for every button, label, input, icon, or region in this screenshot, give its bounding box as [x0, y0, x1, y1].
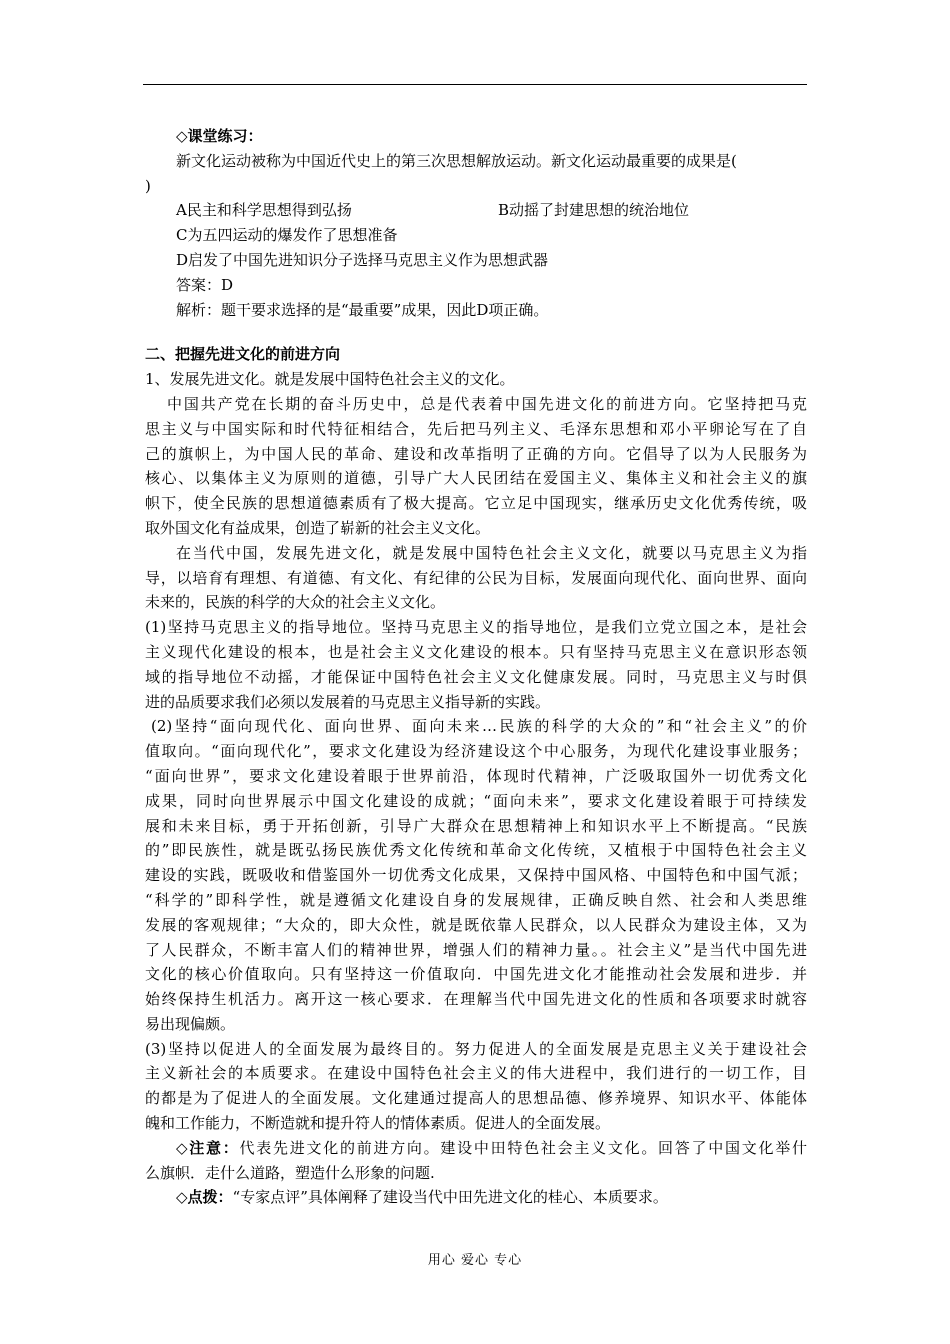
paragraph-line: 易出现偏颇。 — [145, 1014, 236, 1033]
page-footer: 用心 爱心 专心 — [427, 1253, 523, 1268]
paragraph-line: 建设的实践，既吸收和借鉴国外一切优秀文化成果，又保持中国风格、中国特色和中国气派； — [145, 866, 807, 885]
paragraph-line: 未来的，民族的科学的大众的社会主义文化。 — [145, 593, 446, 612]
paragraph-line: 中国共产党在长期的奋斗历史中，总是代表着中国先进文化的前进方向。它坚持把马克 — [167, 394, 807, 413]
paragraph-line: 己的旗帜上，为中国人民的革命、建设和改革指明了正确的方向。它倡导了以为人民服务为 — [145, 444, 807, 463]
paragraph-line: “面向世界”，要求文化建设着眼于世界前沿，体现时代精神，广泛吸取国外一切优秀文化 — [145, 766, 807, 785]
question-line: 新文化运动被称为中国近代史上的第三次思想解放运动。新文化运动最重要的成果是( — [176, 151, 737, 170]
point-1: 1、发展先进文化。就是发展中国特色社会主义的文化。 — [145, 370, 515, 389]
paragraph-line: 了人民群众，不断丰富人们的精神世界，增强人们的精神力量。。社会主义”是当代中国先进 — [145, 940, 807, 959]
paragraph-line — [145, 1136, 807, 1161]
item-3 — [145, 1037, 807, 1136]
header-rule — [143, 84, 807, 85]
paragraph-line: (2)坚持“面向现代化、面向世界、面向未来…民族的科学的大众的”和“社会主义”的价 — [151, 717, 807, 736]
section-heading: 二、把握先进文化的前进方向 — [145, 345, 341, 364]
paragraph-line: 在当代中国，发展先进文化，就是发展中国特色社会主义文化，就要以马克思主义为指 — [176, 543, 807, 562]
paragraph-line: 域的指导地位不动摇，才能保证中国特色社会主义文化健康发展。同时，马克思主义与时俱 — [145, 667, 807, 686]
option-d: D启发了中国先进知识分子选择马克思主义作为思想武器 — [176, 250, 549, 269]
option-c: C为五四运动的爆发作了思想准备 — [176, 226, 398, 245]
tip-block — [145, 1185, 807, 1210]
question-line: ) — [145, 176, 151, 195]
paragraph-line: 展和未来目标，勇于开拓创新，引导广大群众在思想精神上和知识水平上不断提高。“民族 — [145, 816, 807, 835]
paragraph-1 — [145, 392, 807, 541]
paragraph-2 — [145, 541, 807, 615]
paragraph-line: 成果，同时向世界展示中国文化建设的成就；“面向未来”，要求文化建设着眼于可持续发 — [145, 791, 807, 810]
paragraph-line: (3)坚持以促进人的全面发展为最终目的。努力促进人的全面发展是克思主义关于建设社会 — [145, 1039, 807, 1058]
paragraph-line: 值取向。“面向现代化”，要求文化建设为经济建设这个中心服务，为现代化建设事业服务； — [145, 742, 807, 761]
paragraph-line: 帜下，使全民族的思想道德素质有了极大提高。它立足中国现实，继承历史文化优秀传统，吸 — [145, 494, 807, 513]
answer: 答案：D — [176, 275, 234, 294]
item-2 — [145, 714, 807, 1036]
analysis: 解析：题干要求选择的是“最重要”成果，因此D项正确。 — [176, 300, 549, 319]
paragraph-line: 文化的核心价值取向。只有坚持这一价值取向．中国先进文化才能推动社会发展和进步．并 — [145, 965, 807, 984]
note-text: 代表先进文化的前进方向。建设中田特色社会主义文化。回答了中国文化举什 — [239, 1138, 807, 1157]
paragraph-line: 取外国文化有益成果，创造了崭新的社会主义文化。 — [145, 518, 491, 537]
paragraph-line: 进的品质要求我们必须以发展着的马克思主义指导新的实践。 — [145, 692, 551, 711]
option-a: A民主和科学思想得到弘扬 — [176, 201, 352, 220]
paragraph-line: 发展的客观规律；“大众的，即大众性，就是既依靠人民群众，以人民群众为建设主体，又为 — [145, 915, 807, 934]
exercise-heading: ◇课堂练习： — [176, 127, 263, 145]
option-row — [145, 198, 807, 223]
tip-label: ◇点拨： — [176, 1188, 233, 1207]
note-block — [145, 1136, 807, 1186]
document-body — [145, 124, 807, 1210]
paragraph-line: 的都是为了促进人的全面发展。文化建通过提高人的思想品德、修养境界、知识水平、体能体 — [145, 1089, 807, 1108]
paragraph-line: 主义现代化建设的根本，也是社会主义文化建设的根本。只有坚持马克思主义在意识形态领 — [145, 642, 807, 661]
paragraph-line: 魄和工作能力，不断造就和提升符人的情体素质。促进人的全面发展。 — [145, 1114, 611, 1133]
item-1 — [145, 615, 807, 714]
paragraph-line: 思主义与中国实际和时代特征相结合，先后把马列主义、毛泽东思想和邓小平卵论写在了自 — [145, 419, 807, 438]
note-label: ◇注意： — [176, 1138, 240, 1157]
tip-text: “专家点评”具体阐释了建设当代中田先进文化的桂心、本质要求。 — [232, 1188, 668, 1207]
paragraph-line: 核心、以集体主义为原则的道德，引导广大人民团结在爱国主义、集体主义和社会主义的旗 — [145, 469, 807, 488]
paragraph-line: (1)坚持马克思主义的指导地位。坚持马克思主义的指导地位，是我们立党立国之本，是社会 — [145, 618, 807, 637]
paragraph-line: 主义新社会的本质要求。在建设中国特色社会主义的伟大进程中，我们进行的一切工作，目 — [145, 1064, 807, 1083]
paragraph-line: 导，以培育有理想、有道德、有文化、有纪律的公民为目标，发展面向现代化、面向世界、面向 — [145, 568, 807, 587]
paragraph-line: “科学的”即科学性，就是遵循文化建设自身的发展规律，正确反映自然、社会和人类思维 — [145, 890, 807, 909]
paragraph-line: 么旗帜．走什么道路，塑造什么形象的问题. — [145, 1163, 435, 1182]
paragraph-line: 始终保持生机活力。离开这一核心要求．在理解当代中国先进文化的性质和各项要求时就容 — [145, 990, 807, 1009]
option-b: B动摇了封建思想的统治地位 — [498, 201, 690, 220]
paragraph-line: 的”即民族性，就是既弘扬民族优秀文化传统和革命文化传统，又植根于中国特色社会主义 — [145, 841, 807, 860]
